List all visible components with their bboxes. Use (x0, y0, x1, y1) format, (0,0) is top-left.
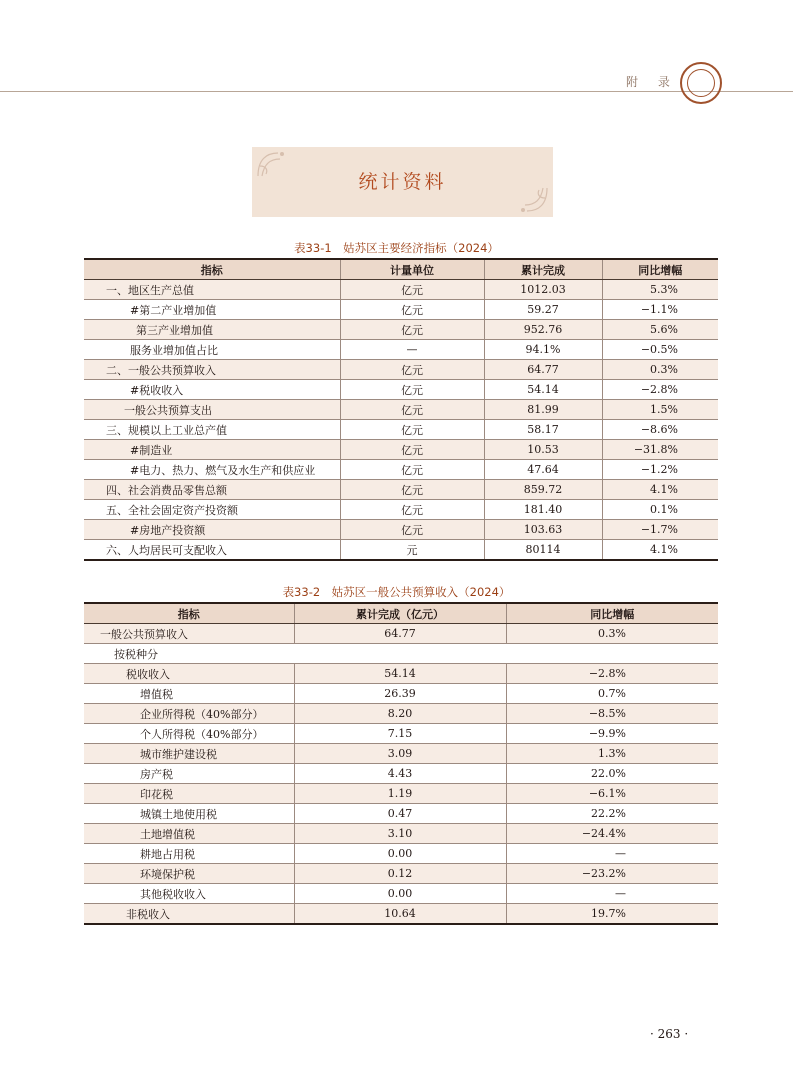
growth-cell: 19.7% (506, 904, 718, 925)
unit-cell: 亿元 (340, 320, 484, 340)
value-cell: 0.00 (294, 884, 506, 904)
column-header: 同比增幅 (506, 603, 718, 624)
value-cell: 0.47 (294, 804, 506, 824)
indicator-cell: 个人所得税（40%部分） (84, 724, 294, 744)
growth-cell: −24.4% (506, 824, 718, 844)
growth-cell: 4.1% (602, 540, 718, 561)
table-row (84, 824, 718, 844)
table-row (84, 684, 718, 704)
indicator-cell: 一般公共预算支出 (84, 400, 340, 420)
indicator-cell: #房地产投资额 (84, 520, 340, 540)
table-row (84, 624, 718, 644)
growth-cell: −1.2% (602, 460, 718, 480)
unit-cell: — (340, 340, 484, 360)
column-header: 计量单位 (340, 259, 484, 280)
table-row (84, 420, 718, 440)
unit-cell: 亿元 (340, 420, 484, 440)
table-row (84, 460, 718, 480)
growth-cell: 0.1% (602, 500, 718, 520)
growth-cell: 4.1% (602, 480, 718, 500)
table-row (84, 540, 718, 561)
value-cell: 94.1% (484, 340, 602, 360)
title-banner (252, 147, 553, 217)
indicator-cell: 服务业增加值占比 (84, 340, 340, 360)
indicator-cell: 第三产业增加值 (84, 320, 340, 340)
table-row (84, 724, 718, 744)
table-row (84, 340, 718, 360)
value-cell: 47.64 (484, 460, 602, 480)
indicator-cell: 土地增值税 (84, 824, 294, 844)
value-cell: 80114 (484, 540, 602, 561)
table-row (84, 904, 718, 925)
value-cell: 64.77 (484, 360, 602, 380)
growth-cell: −8.6% (602, 420, 718, 440)
value-cell: 0.00 (294, 844, 506, 864)
value-cell: 10.53 (484, 440, 602, 460)
value-cell: 54.14 (294, 664, 506, 684)
indicator-cell: #电力、热力、燃气及水生产和供应业 (84, 460, 340, 480)
indicator-cell: 税收收入 (84, 664, 294, 684)
indicator-cell: 房产税 (84, 764, 294, 784)
indicator-cell: 企业所得税（40%部分） (84, 704, 294, 724)
indicator-cell: #税收收入 (84, 380, 340, 400)
growth-cell: 0.3% (506, 624, 718, 644)
unit-cell: 亿元 (340, 300, 484, 320)
indicator-cell: 城镇土地使用税 (84, 804, 294, 824)
growth-cell: −6.1% (506, 784, 718, 804)
indicator-cell: 城市维护建设税 (84, 744, 294, 764)
growth-cell: −2.8% (602, 380, 718, 400)
unit-cell: 亿元 (340, 460, 484, 480)
growth-cell: −1.1% (602, 300, 718, 320)
growth-cell: −2.8% (506, 664, 718, 684)
page-title: 统计资料 (358, 171, 447, 193)
indicator-cell: #第二产业增加值 (84, 300, 340, 320)
value-cell: 3.09 (294, 744, 506, 764)
indicator-cell: 五、全社会固定资产投资额 (84, 500, 340, 520)
seal-logo-icon (680, 62, 722, 104)
table-row (84, 704, 718, 724)
growth-cell: −9.9% (506, 724, 718, 744)
indicator-cell: 环境保护税 (84, 864, 294, 884)
value-cell: 4.43 (294, 764, 506, 784)
growth-cell: −0.5% (602, 340, 718, 360)
header-rule (0, 91, 793, 92)
value-cell: 7.15 (294, 724, 506, 744)
table-row (84, 844, 718, 864)
growth-cell: 5.6% (602, 320, 718, 340)
growth-cell: 22.0% (506, 764, 718, 784)
indicator-cell: 增值税 (84, 684, 294, 704)
value-cell: 859.72 (484, 480, 602, 500)
growth-cell: −23.2% (506, 864, 718, 884)
unit-cell: 元 (340, 540, 484, 561)
column-header: 指标 (84, 259, 340, 280)
indicator-cell: 四、社会消费品零售总额 (84, 480, 340, 500)
table-row (84, 400, 718, 420)
table-row (84, 520, 718, 540)
growth-cell: — (506, 884, 718, 904)
growth-cell: 0.3% (602, 360, 718, 380)
unit-cell: 亿元 (340, 500, 484, 520)
value-cell: 64.77 (294, 624, 506, 644)
unit-cell: 亿元 (340, 280, 484, 300)
growth-cell: 0.7% (506, 684, 718, 704)
indicator-cell: 一、地区生产总值 (84, 280, 340, 300)
growth-cell: 5.3% (602, 280, 718, 300)
value-cell: 103.63 (484, 520, 602, 540)
value-cell: 0.12 (294, 864, 506, 884)
table1-caption: 表33-1 姑苏区主要经济指标（2024） (294, 241, 499, 255)
growth-cell: 1.3% (506, 744, 718, 764)
table-row (84, 300, 718, 320)
value-cell: 3.10 (294, 824, 506, 844)
table-row (84, 320, 718, 340)
value-cell: 10.64 (294, 904, 506, 925)
indicator-cell: #制造业 (84, 440, 340, 460)
table-header-row (84, 259, 718, 280)
indicator-cell: 按税种分 (84, 644, 718, 664)
indicator-cell: 六、人均居民可支配收入 (84, 540, 340, 561)
unit-cell: 亿元 (340, 480, 484, 500)
growth-cell: −1.7% (602, 520, 718, 540)
unit-cell: 亿元 (340, 520, 484, 540)
table-row (84, 440, 718, 460)
indicator-cell: 非税收入 (84, 904, 294, 925)
table-row (84, 744, 718, 764)
unit-cell: 亿元 (340, 440, 484, 460)
table-row (84, 380, 718, 400)
indicator-cell: 其他税收收入 (84, 884, 294, 904)
indicator-cell: 耕地占用税 (84, 844, 294, 864)
growth-cell: 1.5% (602, 400, 718, 420)
column-header: 指标 (84, 603, 294, 624)
table-row (84, 764, 718, 784)
table-row (84, 480, 718, 500)
value-cell: 181.40 (484, 500, 602, 520)
table-header-row (84, 603, 718, 624)
column-header: 累计完成 (484, 259, 602, 280)
page-number: · 263 · (650, 1027, 689, 1041)
column-header: 同比增幅 (602, 259, 718, 280)
table-row (84, 500, 718, 520)
indicator-cell: 三、规模以上工业总产值 (84, 420, 340, 440)
section-label: 附 录 (626, 75, 678, 89)
growth-cell: −8.5% (506, 704, 718, 724)
table-row (84, 644, 718, 664)
unit-cell: 亿元 (340, 400, 484, 420)
indicator-cell: 一般公共预算收入 (84, 624, 294, 644)
table2-caption: 表33-2 姑苏区一般公共预算收入（2024） (282, 585, 511, 599)
value-cell: 81.99 (484, 400, 602, 420)
table-row (84, 784, 718, 804)
value-cell: 952.76 (484, 320, 602, 340)
value-cell: 8.20 (294, 704, 506, 724)
growth-cell: 22.2% (506, 804, 718, 824)
value-cell: 26.39 (294, 684, 506, 704)
table-row (84, 360, 718, 380)
growth-cell: — (506, 844, 718, 864)
value-cell: 59.27 (484, 300, 602, 320)
growth-cell: −31.8% (602, 440, 718, 460)
table-row (84, 884, 718, 904)
value-cell: 54.14 (484, 380, 602, 400)
unit-cell: 亿元 (340, 380, 484, 400)
value-cell: 1012.03 (484, 280, 602, 300)
economic-indicators-table (84, 258, 718, 561)
value-cell: 58.17 (484, 420, 602, 440)
table-row (84, 664, 718, 684)
table-row (84, 280, 718, 300)
budget-revenue-table (84, 602, 718, 925)
table-row (84, 864, 718, 884)
column-header: 累计完成（亿元） (294, 603, 506, 624)
indicator-cell: 印花税 (84, 784, 294, 804)
unit-cell: 亿元 (340, 360, 484, 380)
table-row (84, 804, 718, 824)
indicator-cell: 二、一般公共预算收入 (84, 360, 340, 380)
value-cell: 1.19 (294, 784, 506, 804)
